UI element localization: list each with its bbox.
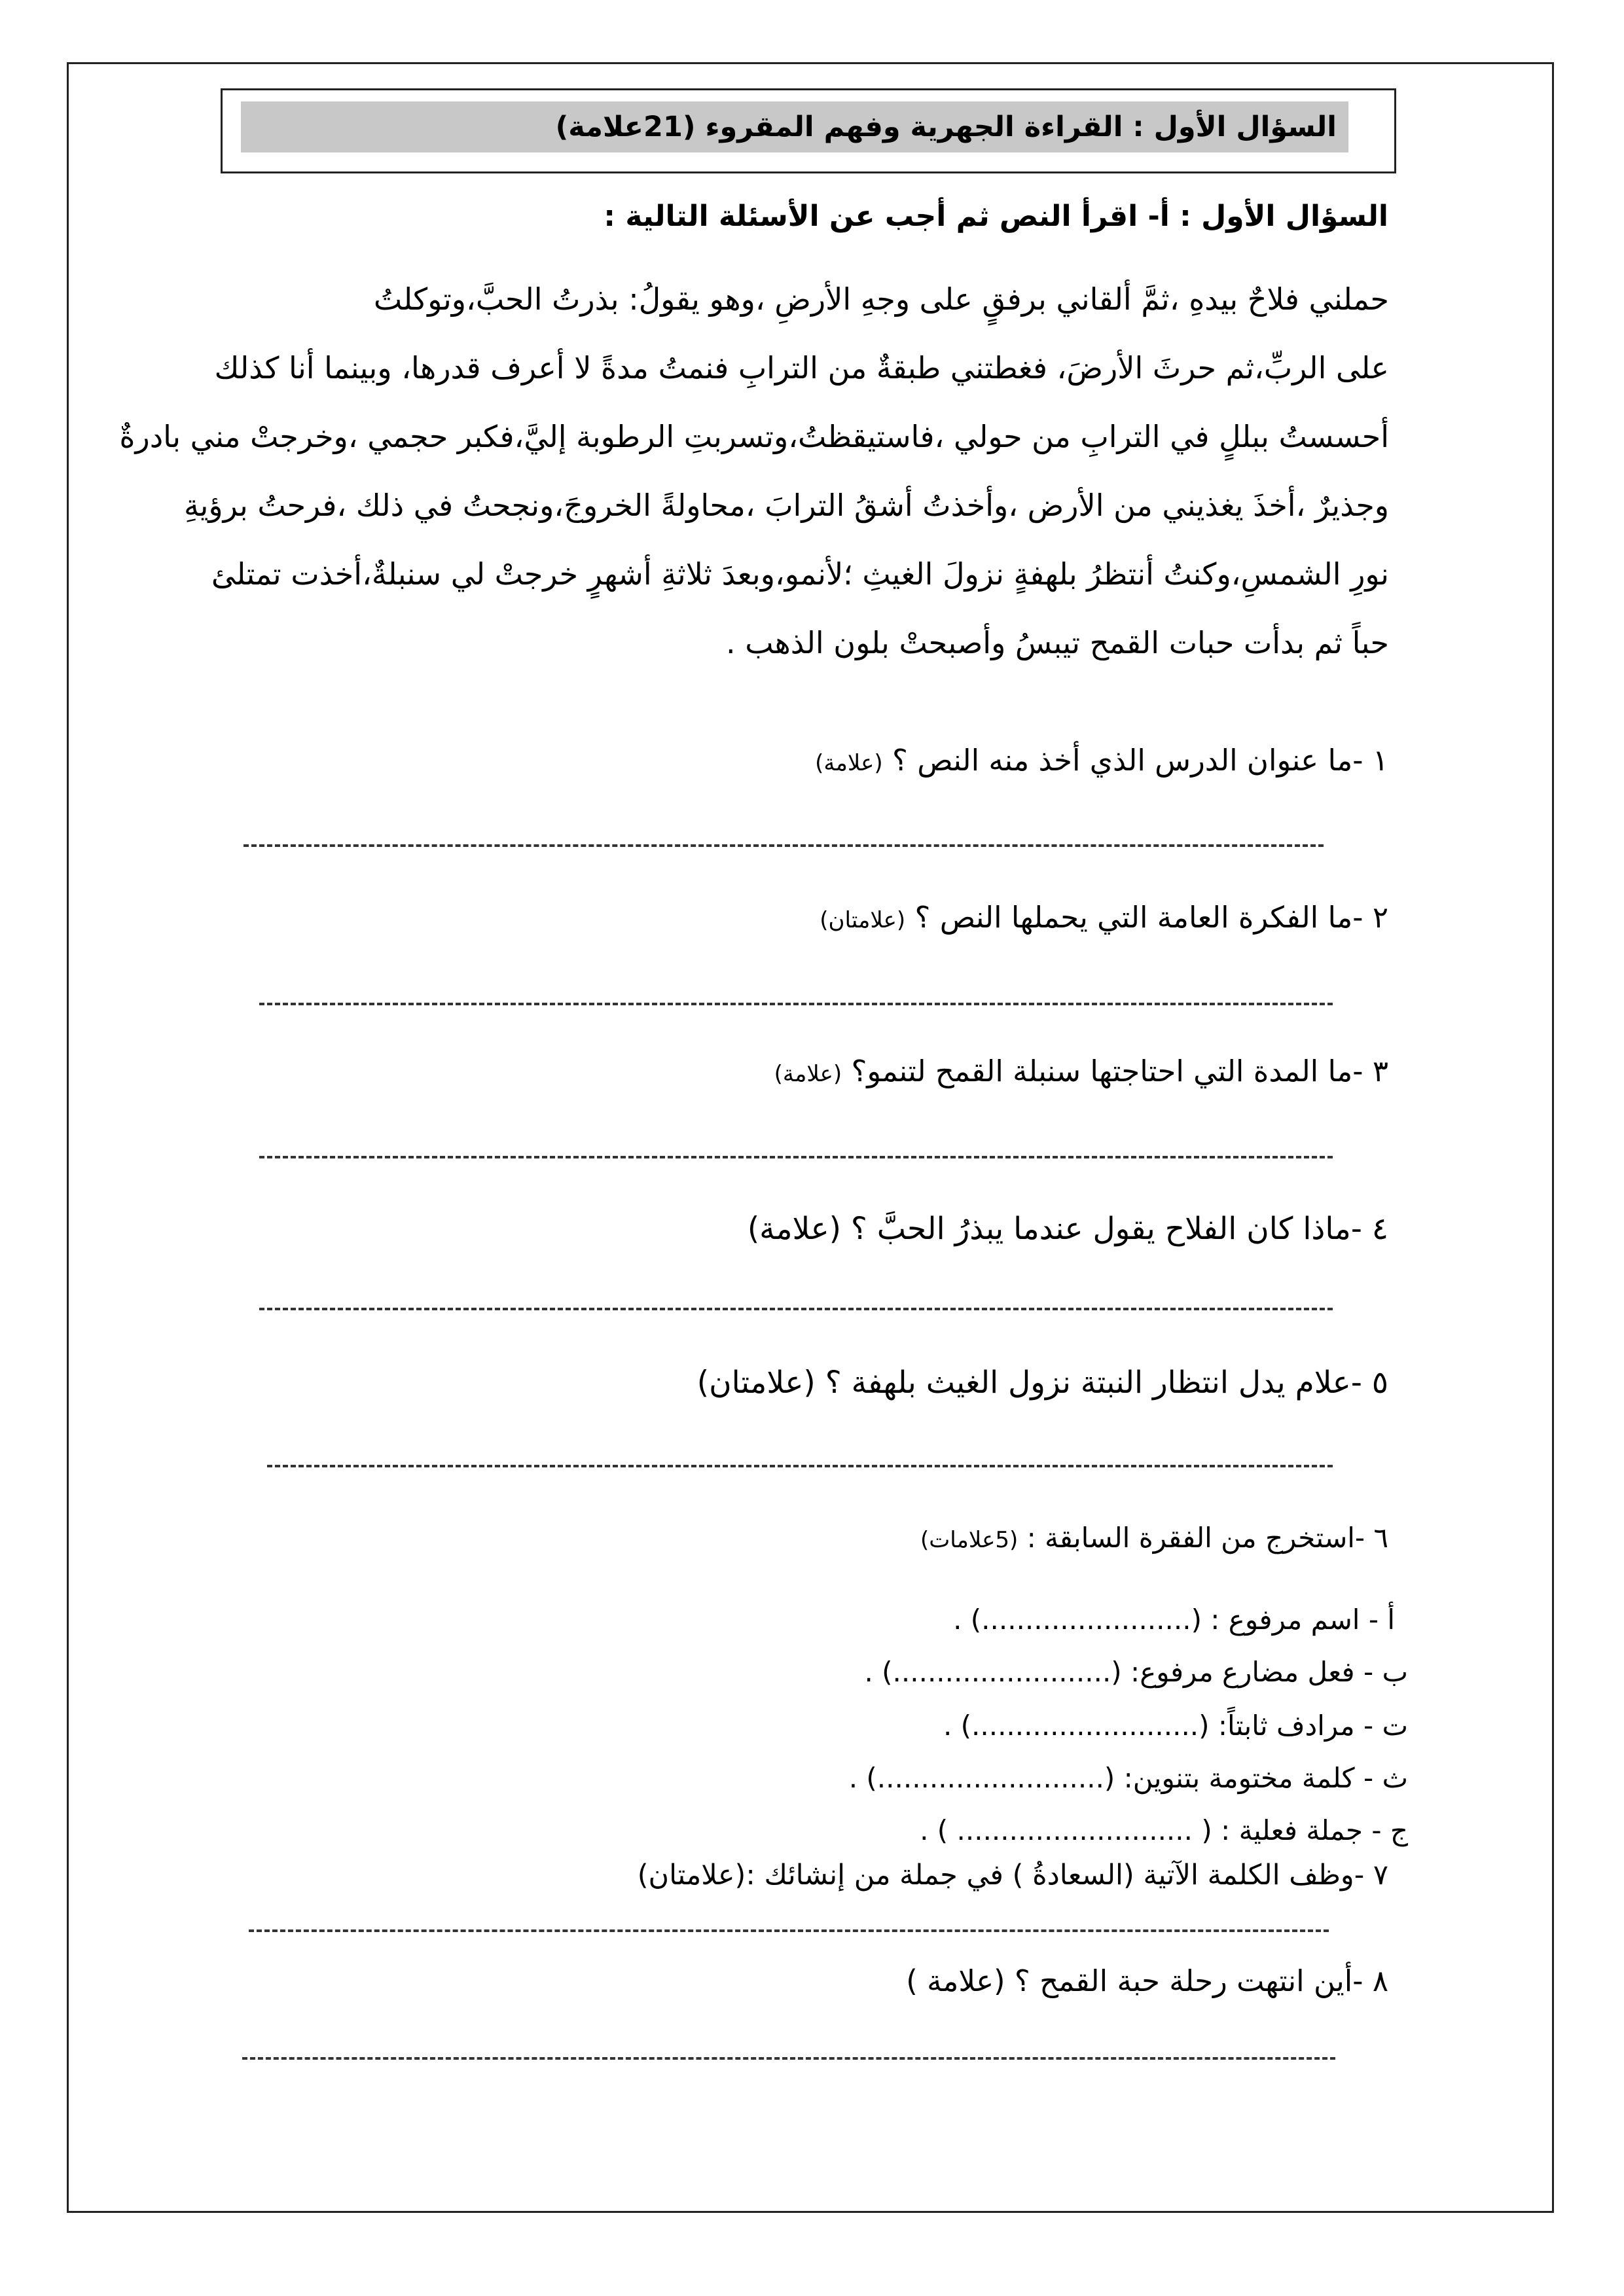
section-title: السؤال الأول : القراءة الجهرية وفهم المقروء (21علامة) <box>241 101 1348 152</box>
extract-item-t: ت - مرادف ثابتاً: (..........................) . <box>943 1710 1408 1742</box>
extract-item-b: ب - فعل مضارع مرفوع: (.........................) . <box>864 1656 1408 1688</box>
question-2 <box>820 900 1388 935</box>
question-8: ٨ -أين انتهت رحلة حبة القمح ؟ (علامة ) <box>906 1964 1388 1998</box>
answer-line-4[interactable] <box>259 1308 1333 1310</box>
answer-line-7[interactable] <box>249 1929 1329 1932</box>
passage-line-2: على الربِّ،ثم حرثَ الأرضَ، فغطتني طبقةٌ من الترابِ فنمتُ مدةً لا أعرف قدرها، وبينما أنا كذلك <box>214 350 1389 386</box>
passage-line-4: وجذيرٌ ،أخذَ يغذيني من الأرض ،وأخذتُ أشقُ الترابَ ،محاولةً الخروجَ،ونجحتُ في ذلك ،فرحتُ برؤيةِ <box>183 488 1389 523</box>
answer-line-5[interactable] <box>267 1465 1333 1467</box>
question-7: ٧ -وظف الكلمة الآتية (السعادةُ ) في جملة من إنشائك :(علامتان) <box>637 1859 1388 1892</box>
question-3-mark: (علامة) <box>774 1061 842 1087</box>
answer-line-8[interactable] <box>242 2057 1335 2060</box>
passage-line-3: أحسستُ ببللٍ في الترابِ من حولي ،فاستيقظتُ،وتسربتِ الرطوبة إليَّ،فكبر حجمي ،وخرجتْ مني بادرةٌ <box>119 419 1389 454</box>
instruction: السؤال الأول : أ- اقرأ النص ثم أجب عن الأسئلة التالية : <box>604 200 1388 233</box>
answer-line-2[interactable] <box>259 1003 1333 1005</box>
question-3-text: ٣ -ما المدة التي احتاجتها سنبلة القمح لتنمو؟ <box>851 1054 1388 1088</box>
extract-item-th: ث - كلمة مختومة بتنوين: (..........................) . <box>848 1762 1408 1794</box>
answer-line-3[interactable] <box>259 1156 1333 1158</box>
passage-line-6: حباً ثم بدأت حبات القمح تيبسُ وأصبحتْ بلون الذهب . <box>726 625 1389 660</box>
answer-line-1[interactable] <box>244 844 1324 847</box>
extract-item-a: أ - اسم مرفوع : (........................) . <box>953 1604 1395 1636</box>
question-1-mark: (علامة) <box>815 750 883 776</box>
passage-line-1: حملني فلاحٌ بيدهِ ،ثمَّ ألقاني برفقٍ على وجهِ الأرضِ ،وهو يقولُ: بذرتُ الحبَّ،وتوكلتُ <box>373 281 1389 317</box>
question-4: ٤ -ماذا كان الفلاح يقول عندما يبذرُ الحبَّ ؟ (علامة) <box>747 1211 1388 1247</box>
question-6-text: ٦ -استخرج من الفقرة السابقة : <box>1026 1522 1388 1554</box>
question-3 <box>774 1054 1388 1088</box>
question-5: ٥ -علام يدل انتظار النبتة نزول الغيث بلهفة ؟ (علامتان) <box>696 1365 1388 1401</box>
question-1 <box>815 743 1388 778</box>
question-6 <box>920 1522 1388 1554</box>
passage-line-5: نورِ الشمسِ،وكنتُ أنتظرُ بلهفةٍ نزولَ الغيثِ ؛لأنمو،وبعدَ ثلاثةِ أشهرٍ خرجتْ لي سنبلةٌ،أخذت تمتلئ <box>211 556 1389 592</box>
question-1-text: ١ -ما عنوان الدرس الذي أخذ منه النص ؟ <box>892 743 1388 778</box>
question-2-mark: (علامتان) <box>820 907 906 933</box>
question-2-text: ٢ -ما الفكرة العامة التي يحملها النص ؟ <box>914 900 1388 935</box>
question-6-mark: (5علامات) <box>920 1527 1019 1553</box>
extract-item-j: ج - جملة فعلية : ( ........................... ) . <box>920 1814 1408 1846</box>
